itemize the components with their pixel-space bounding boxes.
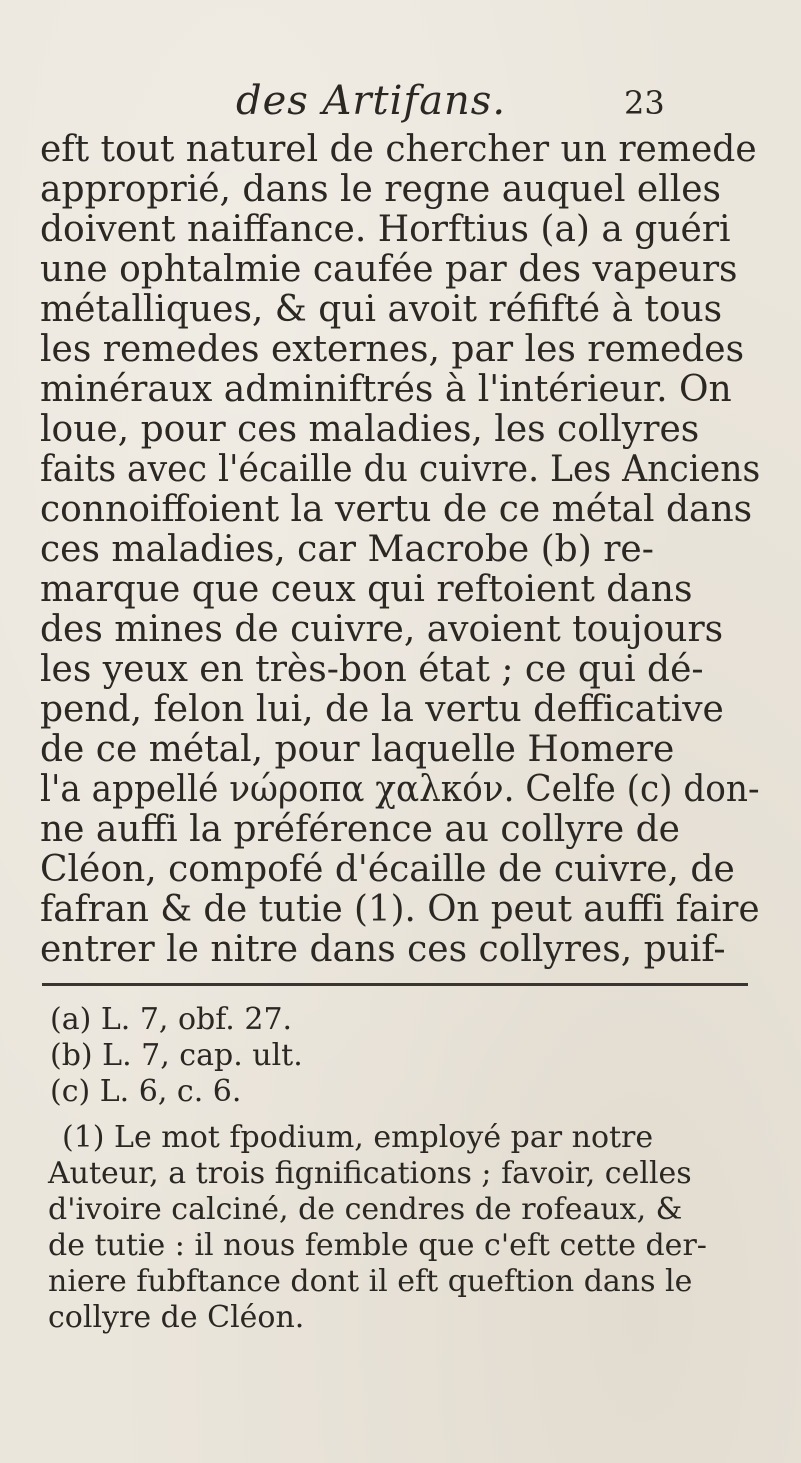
footnote-line: (b) L. 7, cap. ult. xyxy=(50,1038,303,1073)
body-line: connoiffoient la vertu de ce métal dans xyxy=(40,489,753,530)
footnote-line: niere fubftance dont il eft queftion dans le xyxy=(48,1264,693,1299)
body-line: une ophtalmie caufée par des vapeurs xyxy=(40,249,738,290)
body-line: doivent naiffance. Horftius (a) a guéri xyxy=(40,209,731,250)
running-head xyxy=(0,78,801,124)
body-line: entrer le nitre dans ces collyres, puif- xyxy=(40,929,726,970)
footnote-line: (a) L. 7, obf. 27. xyxy=(50,1002,293,1037)
footnote-line: (1) Le mot fpodium, employé par notre xyxy=(62,1120,654,1155)
footnote-divider xyxy=(42,983,748,986)
running-title: des Artifans. xyxy=(236,78,507,124)
body-line: Cléon, compofé d'écaille de cuivre, de xyxy=(40,849,735,890)
footnote-line: (c) L. 6, c. 6. xyxy=(50,1074,242,1109)
page-number: 23 xyxy=(624,84,665,122)
body-line: les remedes externes, par les remedes xyxy=(40,329,745,370)
body-line: de ce métal, pour laquelle Homere xyxy=(40,729,675,770)
footnote-line: de tutie : il nous femble que c'eft cette der- xyxy=(48,1228,707,1263)
body-line: marque que ceux qui reftoient dans xyxy=(40,569,693,610)
footnote-line: collyre de Cléon. xyxy=(48,1300,305,1335)
body-line: eft tout naturel de chercher un remede xyxy=(40,129,757,170)
footnote-line: d'ivoire calciné, de cendres de rofeaux, & xyxy=(48,1192,683,1227)
body-line: minéraux adminiftrés à l'intérieur. On xyxy=(40,369,732,410)
body-line: des mines de cuivre, avoient toujours xyxy=(40,609,724,650)
body-line: ne auffi la préférence au collyre de xyxy=(40,809,680,850)
body-line: ces maladies, car Macrobe (b) re- xyxy=(40,529,654,570)
body-line: l'a appellé νώροπα χαλκόν. Celfe (c) don- xyxy=(40,769,760,810)
body-line: loue, pour ces maladies, les collyres xyxy=(40,409,700,450)
body-line: faits avec l'écaille du cuivre. Les Anciens xyxy=(40,449,761,490)
body-line: pend, felon lui, de la vertu defficative xyxy=(40,689,724,730)
body-line: métalliques, & qui avoit réfifté à tous xyxy=(40,289,723,330)
body-line: les yeux en très-bon état ; ce qui dé- xyxy=(40,649,704,690)
body-line: fafran & de tutie (1). On peut auffi faire xyxy=(40,889,760,930)
footnote-line: Auteur, a trois fignifications ; favoir, celles xyxy=(48,1156,692,1191)
body-line: approprié, dans le regne auquel elles xyxy=(40,169,722,210)
